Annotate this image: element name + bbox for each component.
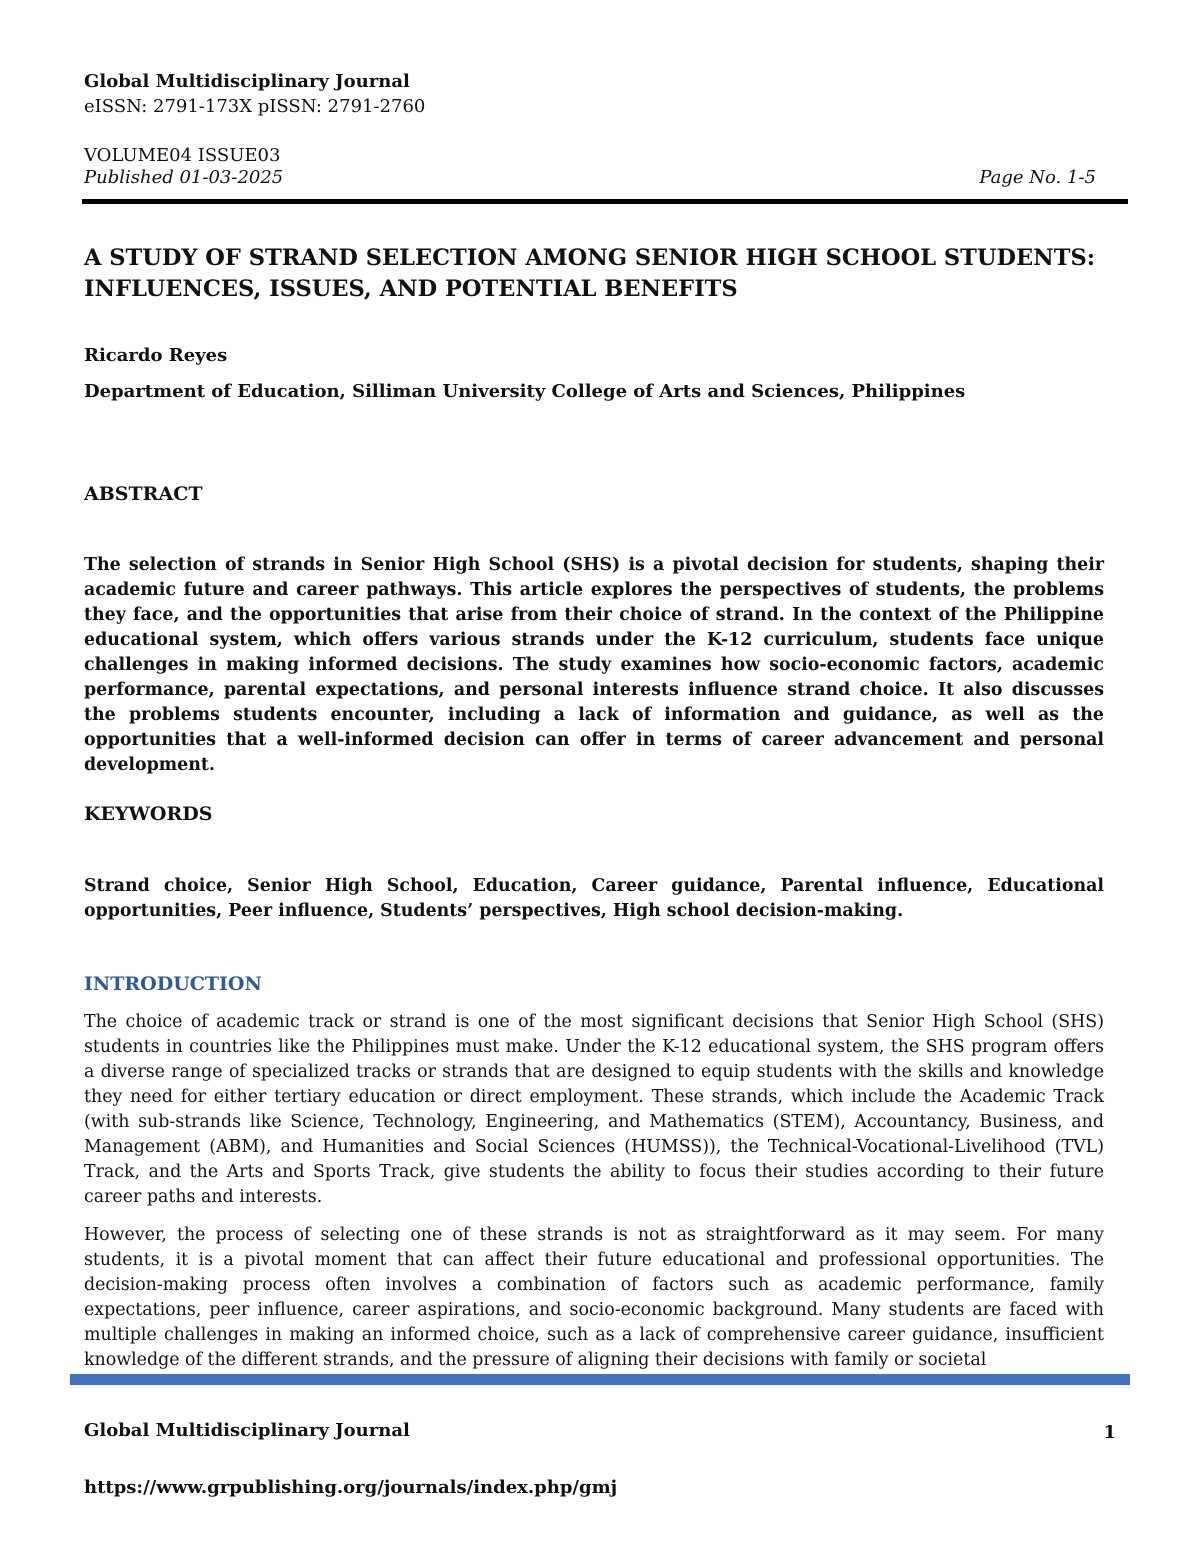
introduction-heading: INTRODUCTION [84,973,262,995]
footer-page-number: 1 [1103,1422,1116,1443]
page-range: Page No. 1-5 [979,167,1096,188]
journal-name: Global Multidisciplinary Journal [84,71,410,92]
keywords-text: Strand choice, Senior High School, Education, Career guidance, Parental influence, Educational opportunities, Peer influence, Students’ perspectives, High school decision-making. [84,876,1104,921]
introduction-paragraph-1: The choice of academic track or strand is one of the most significant decisions that Senior High School (SHS) students in countries like the Philippines must make. Under the K-12 educational system, the SHS program offers a diverse range of specialized tracks or strands that are designed to equip students with the skills and knowledge they need for either tertiary education or direct employment. These strands, which include the Academic Track (with sub-strands like Science, Technology, Engineering, and Mathematics (STEM), Accountancy, Business, and Management (ABM), and Humanities and Social Sciences (HUMSS)), the Technical-Vocational-Livelihood (TVL) Track, and the Arts and Sports Track, give students the ability to focus their studies according to their future career paths and interests. [84,1012,1104,1207]
volume-issue: VOLUME04 ISSUE03 [84,145,281,166]
author-affiliation: Department of Education, Silliman University College of Arts and Sciences, Philippines [84,381,966,402]
footer-journal-name: Global Multidisciplinary Journal [84,1420,410,1441]
author-name: Ricardo Reyes [84,345,228,366]
article-title-line-2: INFLUENCES, ISSUES, AND POTENTIAL BENEFITS [84,276,738,302]
abstract-text: The selection of strands in Senior High School (SHS) is a pivotal decision for students, shaping their academic future and career pathways. This article explores the perspectives of students, the problems they face, and the opportunities that arise from their choice of strand. In the context of the Philippine educational system, which offers various strands under the K-12 curriculum, students face unique challenges in making informed decisions. The study examines how socio-economic factors, academic performance, parental expectations, and personal interests influence strand choice. It also discusses the problems students encounter, including a lack of information and guidance, as well as the opportunities that a well-informed decision can offer in terms of career advancement and personal development. [84,555,1104,775]
article-title [84,243,1124,305]
issn: eISSN: 2791-173X pISSN: 2791-2760 [84,96,426,117]
header-rule [82,199,1128,204]
keywords-heading: KEYWORDS [84,803,213,825]
abstract-heading: ABSTRACT [84,483,203,505]
article-title-line-1: A STUDY OF STRAND SELECTION AMONG SENIOR HIGH SCHOOL STUDENTS: [84,245,1096,271]
footer-url: https://www.grpublishing.org/journals/index.php/gmj [84,1477,618,1498]
published-date: Published 01-03-2025 [84,167,284,188]
introduction-paragraph-2: However, the process of selecting one of these strands is not as straightforward as it may seem. For many students, it is a pivotal moment that can affect their future educational and professional opportunities. The decision-making process often involves a combination of factors such as academic performance, family expectations, peer influence, career aspirations, and socio-economic background. Many students are faced with multiple challenges in making an informed choice, such as a lack of comprehensive career guidance, insufficient knowledge of the different strands, and the pressure of aligning their decisions with family or societal [84,1225,1104,1369]
footer-rule [70,1374,1130,1385]
